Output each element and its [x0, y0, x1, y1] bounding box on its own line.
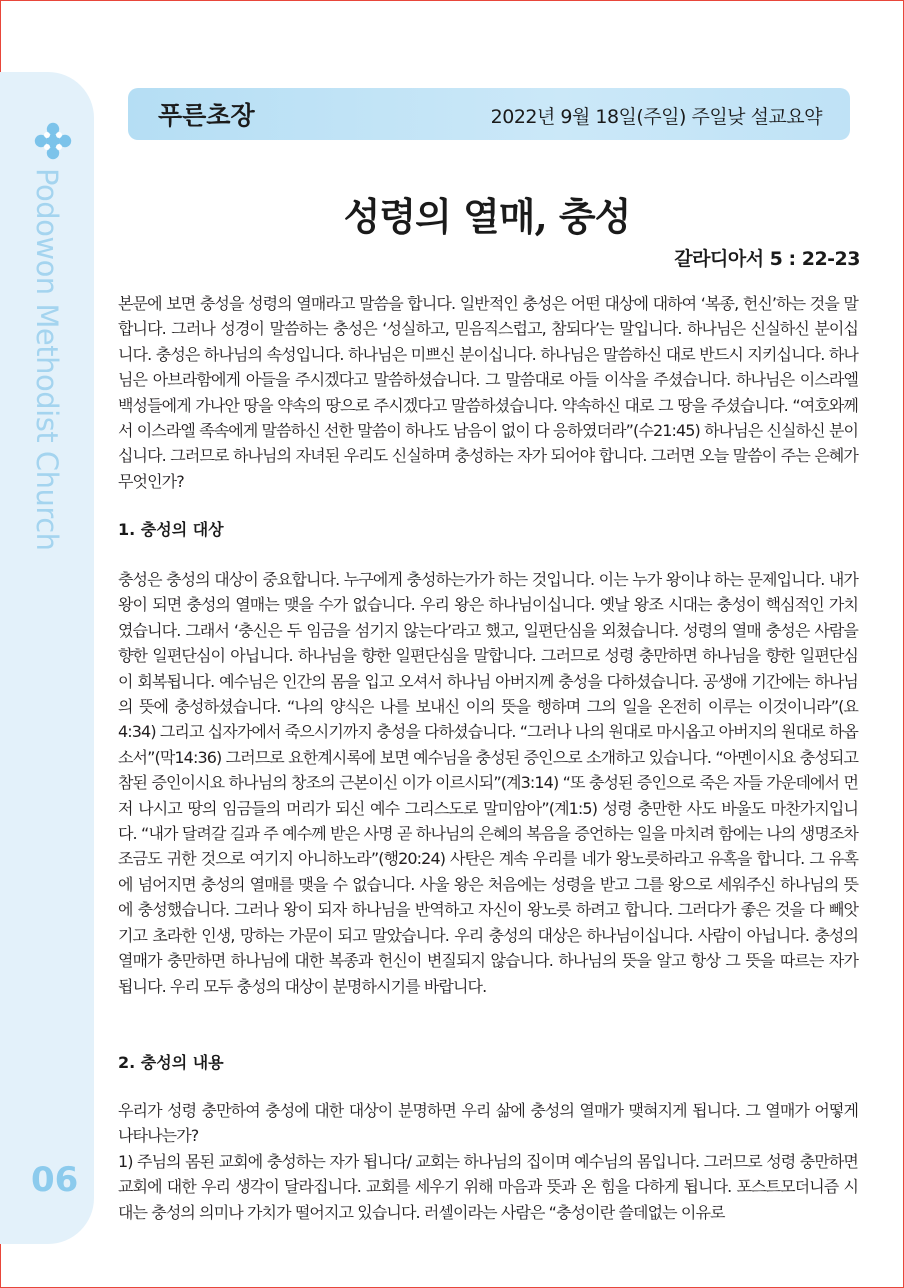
- section-2-intro-text: 우리가 성령 충만하여 충성에 대한 대상이 분명하면 우리 삶에 충성의 열매가 맺혀지게 됩니다. 그 열매가 어떻게 나타나는가?: [118, 1101, 858, 1146]
- page-number: 06: [31, 1160, 79, 1200]
- intro-text: 본문에 보면 충성을 성령의 열매라고 말씀을 합니다. 일반적인 충성은 어떤 대상에 대하여 ‘복종, 헌신’하는 것을 말합니다. 그러나 성경이 말씀하는 충성은 ‘성실하고, 믿음직스럽고, 참되다’는 말입니다. 하나님은 신실하신 분이십니다. 충성은 하나님의 속성입니다. 하나님은 미쁘신 분이십니다. 하나님은 말씀하신 대로 반드시 지키십니다. 하나님은 아브라함에게 아들을 주시겠다고 말씀하셨습니다. 그 말씀대로 아들 이삭을 주셨습니다. 하나님은 이스라엘 백성들에게 가나안 땅을 약속의 땅으로 주시겠다고 말씀하셨습니다. 약속하신 대로 그 땅을 주셨습니다. “여호와께서 이스라엘 족속에게 말씀하신 선한 말씀이 하나도 남음이 없이 다 응하였더라”(수21:45) 하나님은 신실하신 분이십니다. 그러므로 하나님의 자녀된 우리도 신실하며 충성하는 자가 되어야 합니다. 그러면 오늘 말씀이 주는 은혜가 무엇인가?: [118, 294, 859, 491]
- header-banner: [128, 88, 850, 140]
- section-1-paragraph: [118, 567, 858, 999]
- section-2-paragraph: [118, 1098, 858, 1225]
- sermon-date: 2022년 9월 18일(주일) 주일낮 설교요약: [490, 106, 822, 128]
- sermon-title: 성령의 열매, 충성: [343, 194, 631, 239]
- section-heading-1: 1. 충성의 대상: [118, 520, 224, 539]
- intro-paragraph: [118, 291, 858, 494]
- section-1-text: 충성은 충성의 대상이 중요합니다. 누구에게 충성하는가가 하는 것입니다. 이는 누가 왕이냐 하는 문제입니다. 내가 왕이 되면 충성의 열매는 맺을 수가 없습니다. 우리 왕은 하나님이십니다. 옛날 왕조 시대는 충성이 핵심적인 가치였습니다. 그래서 ‘충신은 두 임금을 섬기지 않는다’라고 했고, 일편단심을 외쳤습니다. 성령의 열매 충성은 사람을 향한 일편단심이 아닙니다. 하나님을 향한 일편단심을 말합니다. 그러므로 성령 충만하면 하나님을 향한 일편단심이 회복됩니다. 예수님은 인간의 몸을 입고 오셔서 하나님 아버지께 충성을 다하셨습니다. 공생애 기간에는 하나님의 뜻에 충성하셨습니다. “나의 양식은 나를 보내신 이의 뜻을 행하며 그의 일을 온전히 이루는 이것이니라”(요4:34) 그리고 십자가에서 죽으시기까지 충성을 다하셨습니다. “그러나 나의 원대로 마시옵고 아버지의 원대로 하옵소서”(막14:36) 그러므로 요한계시록에 보면 예수님을 충성된 증인으로 소개하고 있습니다. “아멘이시요 충성되고 참된 증인이시요 하나님의 창조의 근본이신 이가 이르시되”(계3:14) “또 충성된 증인으로 죽은 자들 가운데에서 먼저 나시고 땅의 임금들의 머리가 되신 예수 그리스도로 말미암아”(계1:5) 성령 충만한 사도 바울도 마찬가지입니다. “내가 달려갈 길과 주 예수께 받은 사명 곧 하나님의 은혜의 복음을 증언하는 일을 마치려 함에는 나의 생명조차 조금도 귀한 것으로 여기지 아니하노라”(행20:24) 사탄은 계속 우리를 네가 왕노릇하라고 유혹을 합니다. 그 유혹에 넘어지면 충성의 열매를 맺을 수 없습니다. 사울 왕은 처음에는 성령을 받고 그를 왕으로 세워주신 하나님의 뜻에 충성했습니다. 그러나 왕이 되자 하나님을 반역하고 자신이 왕노릇 하려고 합니다. 그러다가 좋은 것을 다 빼앗기고 초라한 인생, 망하는 가문이 되고 말았습니다. 우리 충성의 대상은 하나님이십니다. 사람이 아닙니다. 충성의 열매가 충만하면 하나님에 대한 복종과 헌신이 변질되지 않습니다. 하나님의 뜻을 알고 항상 그 뜻을 따르는 자가 됩니다. 우리 모두 충성의 대상이 분명하시기를 바랍니다.: [118, 570, 858, 996]
- section-heading-2: 2. 충성의 내용: [118, 1053, 224, 1072]
- cross-icon: [34, 122, 72, 160]
- series-title: 푸른초장: [158, 101, 255, 130]
- scripture-reference: 갈라디아서 5 : 22-23: [674, 248, 860, 270]
- church-name-vertical: Podowon Methodist Church: [30, 168, 64, 551]
- section-2-point-1-text: 1) 주님의 몸된 교회에 충성하는 자가 됩니다/ 교회는 하나님의 집이며 예수님의 몸입니다. 그러므로 성령 충만하면 교회에 대한 우리 생각이 달라집니다. 교회를 세우기 위해 마음과 뜻과 온 힘을 다하게 됩니다. 포스트모더니즘 시대는 충성의 의미나 가치가 떨어지고 있습니다. 러셀이라는 사람은 “충성이란 쓸데없는 이유로: [118, 1151, 858, 1222]
